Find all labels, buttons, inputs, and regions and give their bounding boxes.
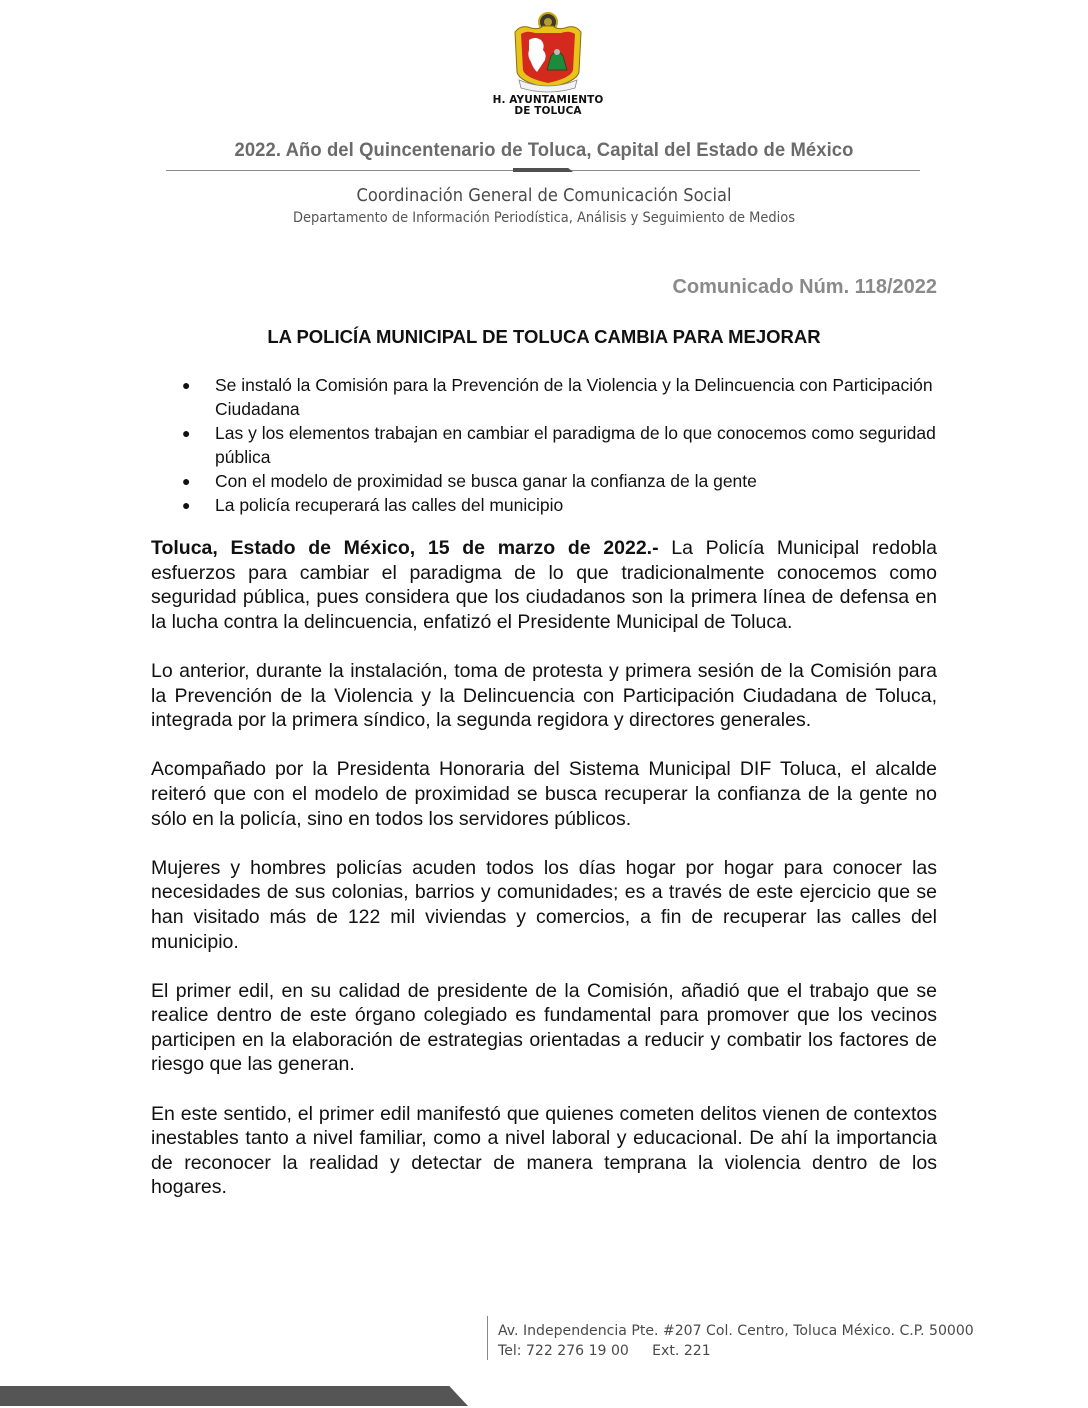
logo-text-line1: H. AYUNTAMIENTO xyxy=(492,94,604,106)
highlight-item: ● La policía recuperará las calles del municipio xyxy=(182,495,564,515)
footer-divider xyxy=(487,1316,488,1360)
logo-text-line2: DE TOLUCA xyxy=(514,105,582,117)
footer-contact xyxy=(498,1321,974,1361)
footer-extension: Ext. 221 xyxy=(652,1343,711,1359)
comunicado-number: Comunicado Núm. 118/2022 xyxy=(672,276,937,298)
header-divider-tab xyxy=(513,168,573,172)
body-paragraph: Lo anterior, durante la instalación, toma de protesta y primera sesión de la Comisión para la Prevención de la Violencia y la Delincuencia con Participación Ciudadana de Toluca, integrada por la primera síndico, la segunda regidora y directores generales. xyxy=(151,659,937,732)
footer-band xyxy=(0,1386,468,1406)
bullet-icon: ● xyxy=(182,377,191,393)
department-subtitle: Departamento de Información Periodística, Análisis y Seguimiento de Medios xyxy=(293,210,795,226)
coordination-title: Coordinación General de Comunicación Social xyxy=(356,186,732,206)
body-paragraph: Mujeres y hombres policías acuden todos los días hogar por hogar para conocer las necesidades de sus colonias, barrios y comunidades; es a través de este ejercicio que se han visitado más de 122 mil viviendas y comercios, a fin de recuperar las calles del municipio. xyxy=(151,856,937,953)
highlight-item: ● Con el modelo de proximidad se busca ganar la confianza de la gente xyxy=(182,471,757,491)
toluca-coat-of-arms-icon xyxy=(507,10,589,94)
press-release-headline: LA POLICÍA MUNICIPAL DE TOLUCA CAMBIA PARA MEJORAR xyxy=(267,326,821,347)
article-body xyxy=(151,536,937,1225)
dateline: Toluca, Estado de México, 15 de marzo de 2022.- xyxy=(151,537,659,559)
highlight-item: ● Las y los elementos trabajan en cambiar el paradigma de lo que conocemos como seguridad pública xyxy=(182,423,936,467)
body-paragraph: En este sentido, el primer edil manifestó que quienes cometen delitos vienen de contextos inestables tanto a nivel familiar, como a nivel laboral y educacional. De ahí la importancia de reconocer la realidad y detectar de manera temprana la violencia dentro de los hogares. xyxy=(151,1102,937,1199)
highlights-list xyxy=(182,373,942,517)
footer-phone: Tel: 722 276 19 00 xyxy=(498,1343,629,1359)
body-paragraph: Acompañado por la Presidenta Honoraria del Sistema Municipal DIF Toluca, el alcalde reiteró que con el modelo de proximidad se busca recuperar la confianza de la gente no sólo en la policía, sino en todos los servidores públicos. xyxy=(151,758,937,830)
body-paragraph: El primer edil, en su calidad de presidente de la Comisión, añadió que el trabajo que se realice dentro de este órgano colegiado es fundamental para promover que los vecinos participen en la elaboración de estrategias orientadas a reducir y combatir los factores de riesgo que las generan. xyxy=(151,979,937,1076)
municipal-logo xyxy=(488,10,608,120)
body-paragraph: Toluca, Estado de México, 15 de marzo de 2022.- La Policía Municipal redobla esfuerzos para cambiar el paradigma de lo que tradicionalmente conocemos como seguridad pública, pues considera que los ciudadanos son la primera línea de defensa en la lucha contra la delincuencia, enfatizó el Presidente Municipal de Toluca. xyxy=(151,537,937,633)
footer-address: Av. Independencia Pte. #207 Col. Centro, Toluca México. C.P. 50000 xyxy=(498,1323,974,1339)
bullet-icon: ● xyxy=(182,497,191,513)
bullet-icon: ● xyxy=(182,425,191,441)
highlight-item: ● Se instaló la Comisión para la Prevención de la Violencia y la Delincuencia con Participación Ciudadana xyxy=(182,375,933,419)
year-motto: 2022. Año del Quincentenario de Toluca, Capital del Estado de México xyxy=(234,140,854,161)
bullet-icon: ● xyxy=(182,473,191,489)
